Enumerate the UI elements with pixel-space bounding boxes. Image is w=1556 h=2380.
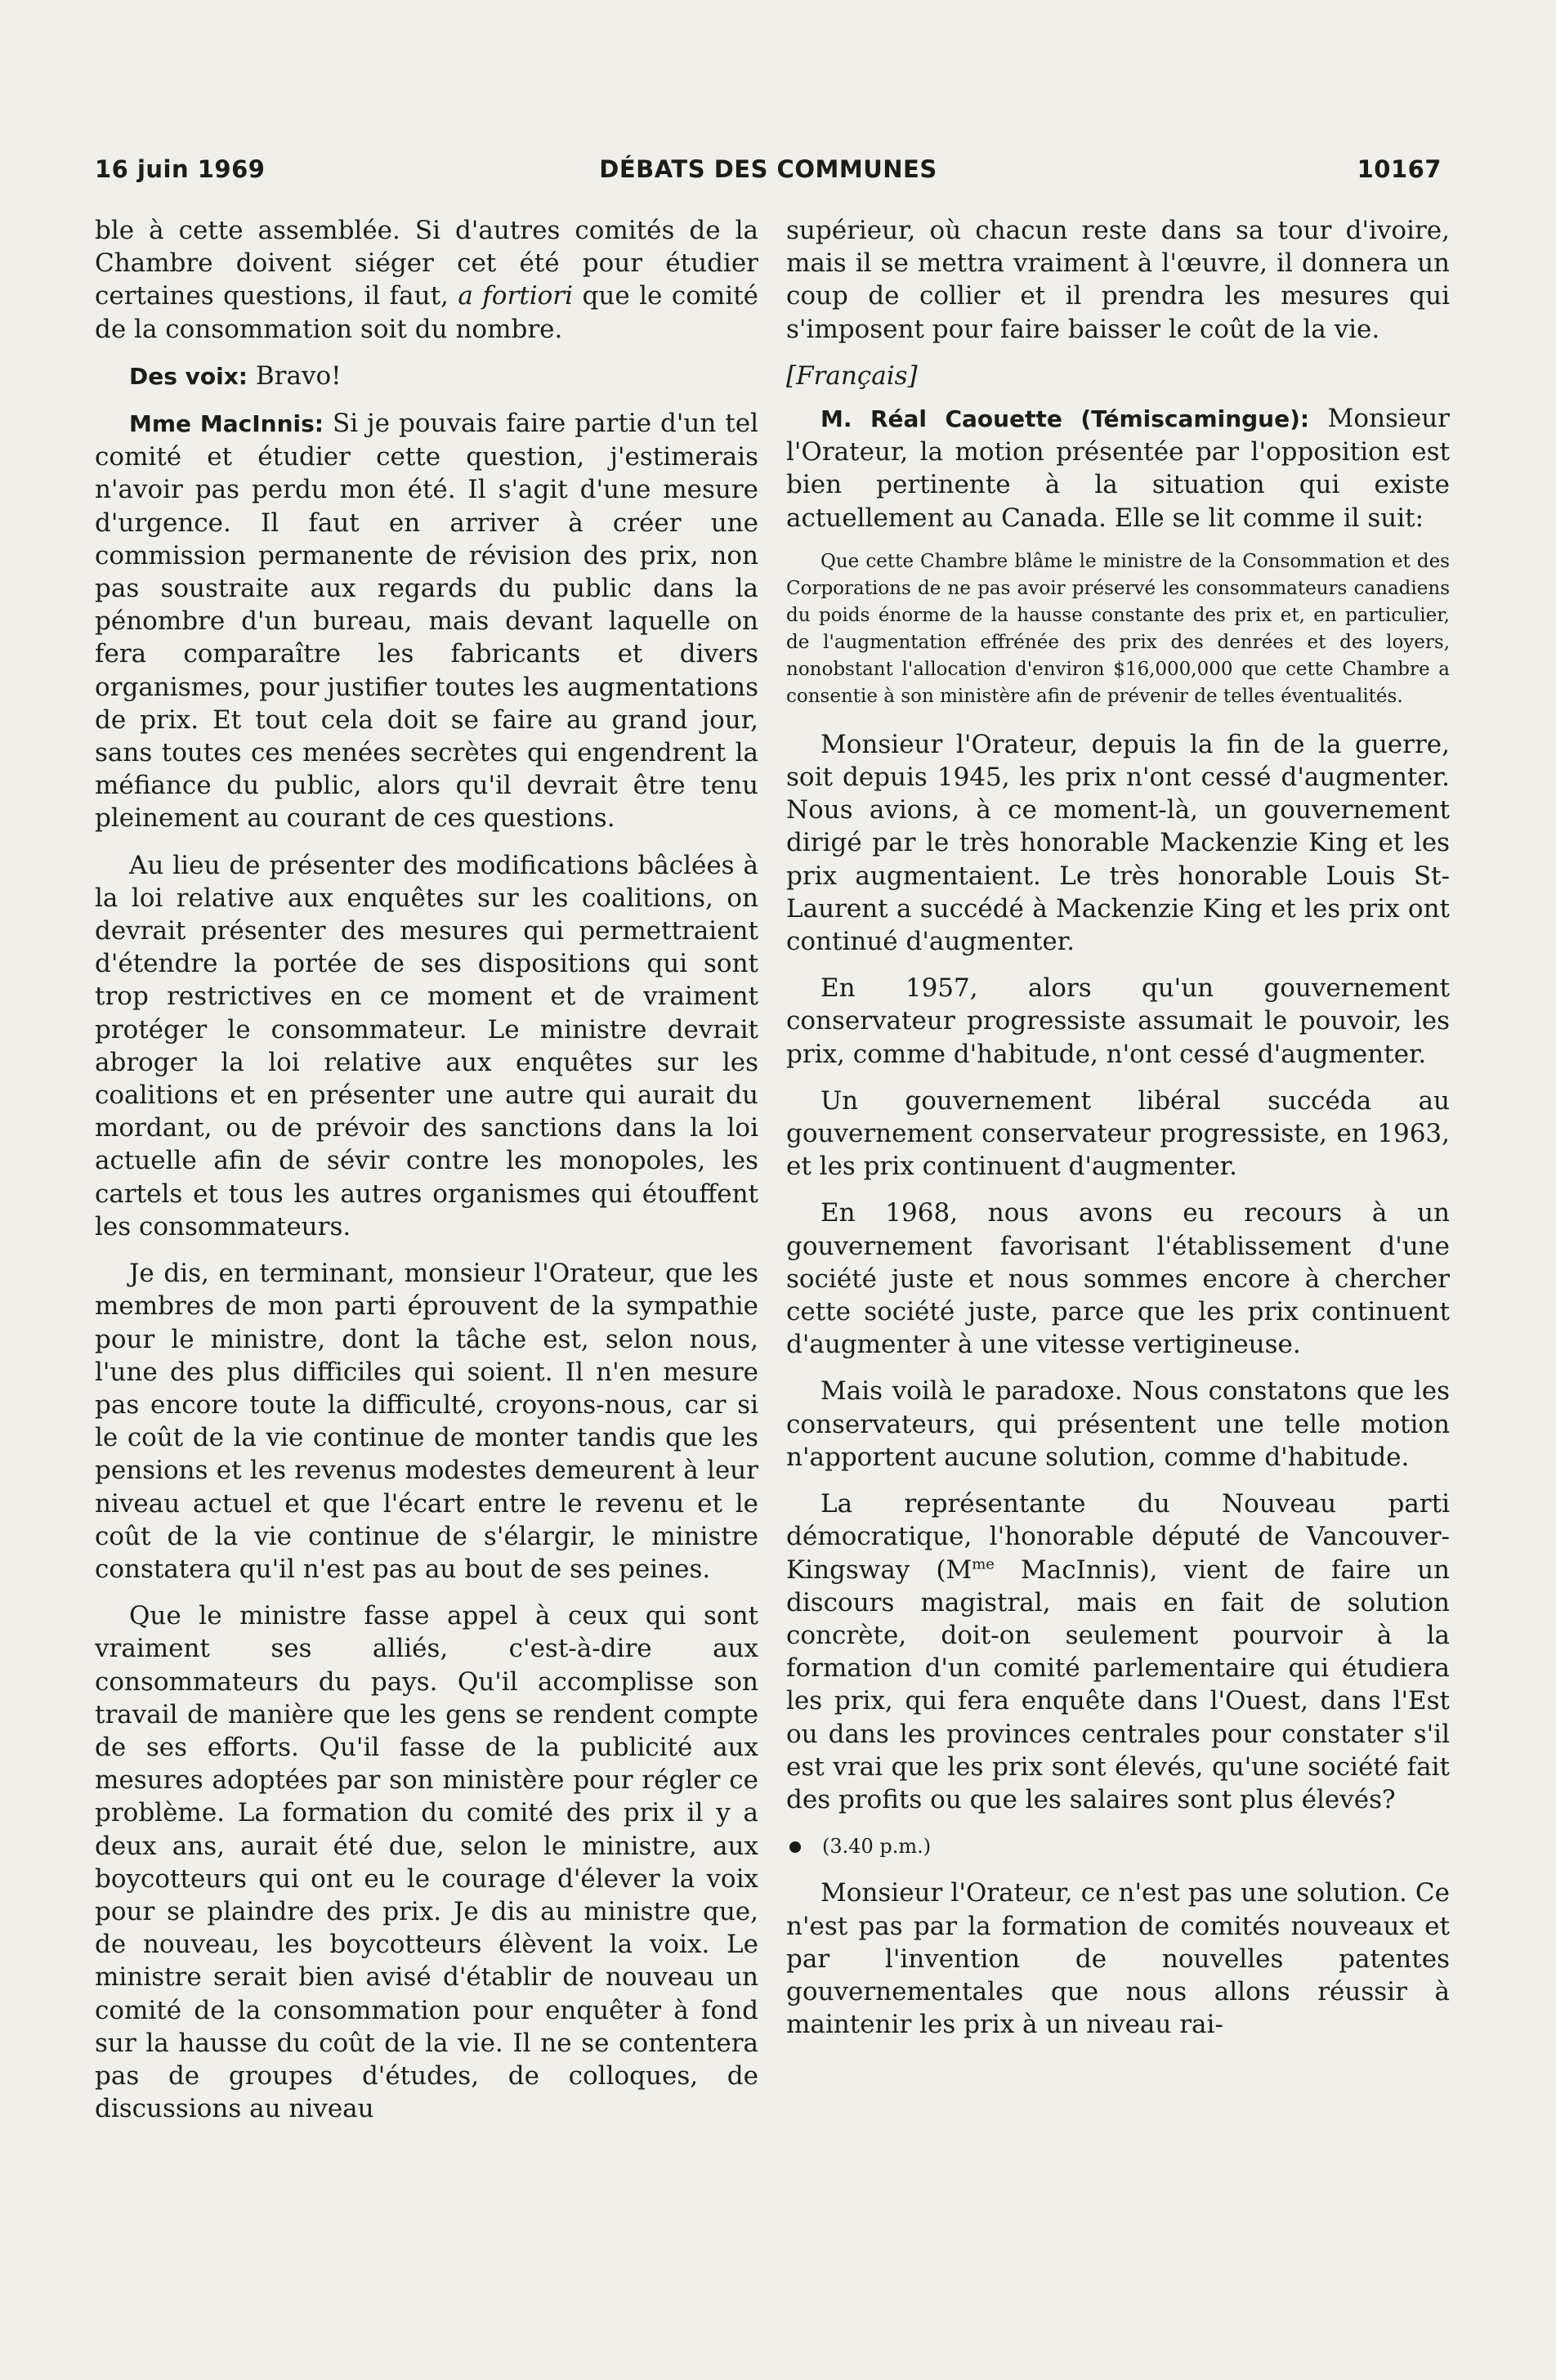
paragraph-text: Si je pouvais faire partie d'un tel comité et étudier cette question, j'estimerais n'avoir pas perdu mon été. Il s'agit d'une mesure d'urgence. Il faut en arriver à créer une commission permanente de révision des prix, non pas soustraite aux regards du public dans la pénombre d'un bureau, mais devant laquelle on fera comparaître les fabricants et divers organismes, pour justifier toutes les augmentations de prix. Et tout cela doit se faire au grand jour, sans toutes ces menées secrètes qui engendrent la méfiance du public, alors qu'il devrait être tenu pleinement au courant de ces questions.	[95, 409, 758, 834]
interjection	[95, 360, 758, 393]
right-column	[786, 214, 1450, 2055]
speech-paragraph	[95, 407, 758, 835]
paragraph: En 1957, alors qu'un gouvernement conservateur progressiste assumait le pouvoir, les prix, comme d'habitude, n'ont cessé d'augmenter.	[786, 973, 1450, 1069]
paragraph: Monsieur l'Orateur, ce n'est pas une solution. Ce n'est pas par la formation de comités nouveaux et par l'invention de nouvelles patentes gouvernementales que nous allons réussir à maintenir les prix à un niveau rai-	[786, 1878, 1450, 2040]
paragraph: Au lieu de présenter des modifications bâclées à la loi relative aux enquêtes sur les coalitions, on devrait présenter des mesures qui permettraient d'étendre la portée de ses dispositions qui sont trop restrictives en ce moment et de vraiment protéger le consommateur. Le ministre devrait abroger la loi relative aux enquêtes sur les coalitions et en présenter une autre qui aurait du mordant, ou de prévoir des sanctions dans la loi actuelle afin de sévir contre les monopoles, les cartels et tous les autres organismes qui étouffent les consommateurs.	[95, 850, 758, 1241]
paragraph-text: ble à cette assemblée. Si d'autres comités de la Chambre doivent siéger cet été pour étudier certaines questions, il faut,	[95, 216, 758, 311]
motion-quote: Que cette Chambre blâme le ministre de la Consommation et des Corporations de ne pas avoir préservé les consommateurs canadiens du poids énorme de la hausse constante des prix et, en particulier, de l'augmentation effrénée des prix des denrées et des loyers, nonobstant l'allocation d'environ $16,000,000 que cette Chambre a consentie à son ministère afin de prévenir de telles éventualités.	[786, 550, 1450, 707]
paragraph: supérieur, où chacun reste dans sa tour d'ivoire, mais il se mettra vraiment à l'œuvre, il donnera un coup de collier et il prendra les mesures qui s'imposent pour faire baisser le coût de la vie.	[786, 216, 1450, 344]
paragraph	[786, 1488, 1450, 1816]
speaker-name: M. Réal Caouette (Témiscamingue):	[820, 405, 1310, 433]
speaker-name: Mme MacInnis:	[129, 410, 324, 438]
superscript: me	[972, 1555, 995, 1573]
paragraph-text: MacInnis), vient de faire un discours magistral, mais en fait de solution concrète, doit-on seulement pourvoir à la formation d'un comité parlementaire qui étudiera les prix, qui fera enquête dans l'Ouest, dans l'Est ou dans les provinces centrales pour constater s'il est vrai que les prix sont élevés, qu'une société fait des profits ou que les salaires sont plus élevés?	[786, 1555, 1451, 1814]
page-date: 16 juin 1969	[95, 155, 266, 183]
bullet-icon	[789, 1841, 801, 1853]
paragraph: En 1968, nous avons eu recours à un gouvernement favorisant l'établissement d'une société juste et nous sommes encore à chercher cette société juste, parce que les prix continuent d'augmenter à une vitesse vertigineuse.	[786, 1198, 1450, 1360]
paragraph: Mais voilà le paradoxe. Nous constatons que les conservateurs, qui présentent une telle motion n'apportent aucune solution, comme d'habitude.	[786, 1376, 1450, 1472]
paragraph-text: La représentante du Nouveau parti démocratique, l'honorable député de Vancouver-Kingsway (M	[786, 1489, 1450, 1585]
timestamp	[786, 1830, 1450, 1863]
speaker-name: Des voix:	[129, 362, 248, 390]
paragraph: Un gouvernement libéral succéda au gouvernement conservateur progressiste, en 1963, et les prix continuent d'augmenter.	[786, 1085, 1450, 1182]
language-marker: [Français]	[786, 360, 918, 391]
publication-title: DÉBATS DES COMMUNES	[599, 155, 937, 183]
paragraph: Monsieur l'Orateur, depuis la fin de la guerre, soit depuis 1945, les prix n'ont cessé d'augmenter. Nous avions, à ce moment-là, un gouvernement dirigé par le très honorable Mackenzie King et les prix augmentaient. Le très honorable Louis St-Laurent a succédé à Mackenzie King et les prix ont continué d'augmenter.	[786, 729, 1450, 957]
left-column	[95, 214, 758, 2139]
paragraph	[95, 214, 758, 346]
italic-phrase: a fortiori	[458, 281, 574, 311]
interjection-text: Bravo!	[255, 360, 342, 391]
paragraph-text: que le comité de la consommation soit du nombre.	[95, 281, 759, 344]
paragraph: Que le ministre fasse appel à ceux qui sont vraiment ses alliés, c'est-à-dire aux consommateurs du pays. Qu'il accomplisse son travail de manière que les gens se rendent compte de ses efforts. Qu'il fasse de la publicité aux mesures adoptées par son ministère pour régler ce problème. La formation du comité des prix il y a deux ans, aurait été due, selon le ministre, aux boycotteurs qui ont eu le courage d'élever la voix pour se plaindre des prix. Je dis au ministre que, de nouveau, les boycotteurs élèvent la voix. Le ministre serait bien avisé d'établir de nouveau un comité de la consommation pour enquêter à fond sur la hausse du coût de la vie. Il ne se contentera pas de groupes d'études, de colloques, de discussions au niveau	[95, 1601, 758, 2124]
page-number: 10167	[1357, 155, 1442, 183]
page-header	[95, 155, 1442, 191]
timestamp-text: (3.40 p.m.)	[822, 1835, 932, 1859]
speech-paragraph	[786, 402, 1450, 535]
paragraph: Je dis, en terminant, monsieur l'Orateur, que les membres de mon parti éprouvent de la sympathie pour le ministre, dont la tâche est, selon nous, l'une des plus difficiles qui soient. Il n'en mesure pas encore toute la difficulté, croyons-nous, car si le coût de la vie continue de monter tandis que les pensions et les revenus modestes demeurent à leur niveau actuel et que l'écart entre le revenu et le coût de la vie continue de s'élargir, le ministre constatera qu'il n'est pas au bout de ses peines.	[95, 1259, 758, 1584]
paragraph-text: Monsieur l'Orateur, la motion présentée par l'opposition est bien pertinente à la situation qui existe actuellement au Canada. Elle se lit comme il suit:	[786, 404, 1450, 533]
